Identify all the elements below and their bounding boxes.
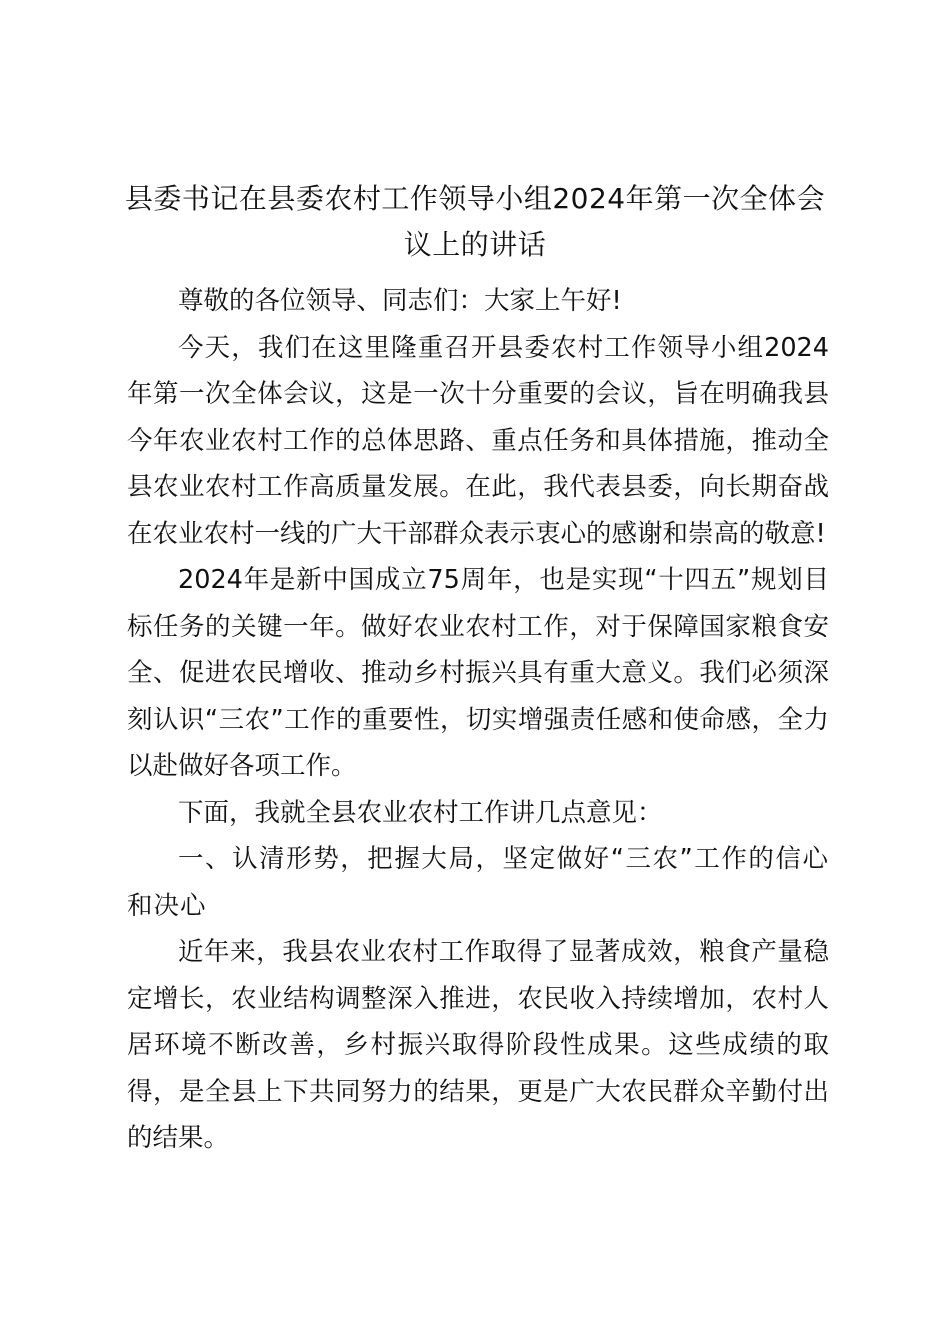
paragraph-transition: 下面，我就全县农业农村工作讲几点意见：	[178, 797, 663, 828]
paragraph-achievements: 近年来，我县农业农村工作取得了显著成效，粮食产量稳定增长，农业结构调整深入推进，农民收入持续增加，农村人居环境不断改善，乡村振兴取得阶段性成果。这些成绩的取得，是全县上下共同努力的结果，更是广大农民群众辛勤付出的结果。	[127, 937, 829, 1153]
paragraph-greeting: 尊敬的各位领导、同志们：大家上午好!	[178, 286, 622, 316]
document-title: 县委书记在县委农村工作领导小组2024年第一次全体会议上的讲话	[124, 182, 826, 261]
paragraph-opening: 今天，我们在这里隆重召开县委农村工作领导小组2024年第一次全体会议，这是一次十分重要的会议，旨在明确我县今年农业农村工作的总体思路、重点任务和具体措施，推动全县农业农村工作高质量发展。在此，我代表县委，向长期奋战在农业农村一线的广大干部群众表示衷心的感谢和崇高的敬意!	[127, 332, 829, 549]
section-heading-1: 一、认清形势，把握大局，坚定做好“三农”工作的信心和决心	[127, 844, 829, 921]
paragraph-significance: 2024年是新中国成立75周年，也是实现“十四五”规划目标任务的关键一年。做好农业农村工作，对于保障国家粮食安全、促进农民增收、推动乡村振兴具有重大意义。我们必须深刻认识“三农”工作的重要性，切实增强责任感和使命感，全力以赴做好各项工作。	[127, 565, 829, 781]
document-body	[127, 278, 829, 1162]
